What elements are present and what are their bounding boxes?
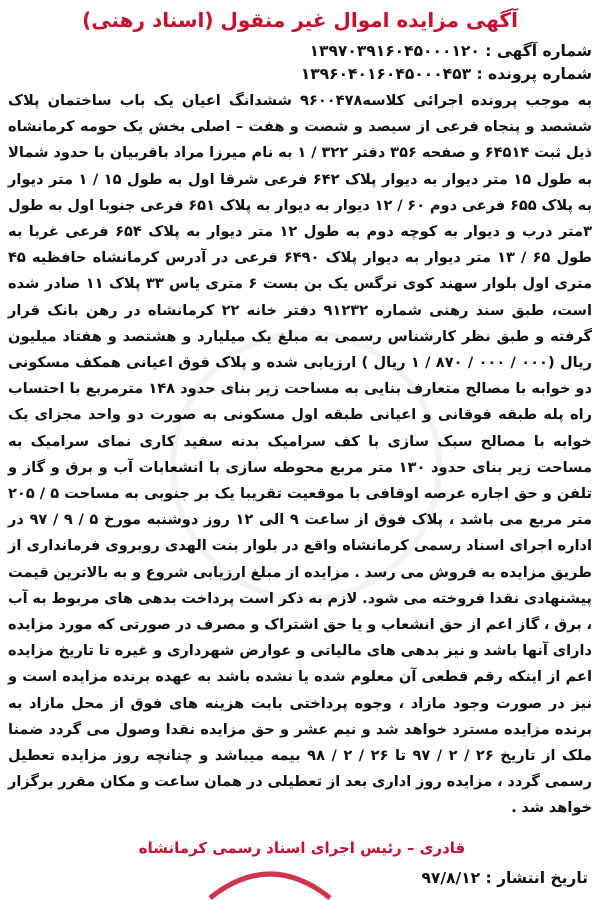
signature-line: قادری – رئیس اجرای اسناد رسمی کرمانشاه — [138, 839, 466, 857]
ad-number-value: ۱۳۹۷۰۳۹۱۶۰۴۵۰۰۰۱۲۰ — [309, 42, 480, 60]
publication-date-value: ۹۷/۸/۱۲ — [421, 869, 481, 887]
stamp-mark-icon — [200, 860, 340, 900]
ad-number-label: شماره آگهی : — [485, 42, 592, 60]
case-number-line — [8, 63, 592, 86]
publication-date-line — [421, 866, 588, 890]
publication-date-label: تاریخ انتشار : — [485, 869, 588, 887]
ad-number-line — [8, 40, 592, 63]
case-number-value: ۱۳۹۶۰۴۰۱۶۰۴۵۰۰۰۴۵۳ — [300, 65, 472, 83]
notice-body: به موجب پرونده اجرائی کلاسه۹۶۰۰۴۷۸ ششدانگ اعیان یک باب ساختمان پلاک ششصد و پنجاه فرعی از سیصد و شصت و هفت – اصلی بخش یک حومه کرمانشاه ذیل ثبت ۶۴۵۱۴ و صفحه ۳۵۶ دفتر ۳۲۲ / ۱ به نام میرزا مراد باقربیان با حدود شمالا به طول ۱۵ متر دیوار به دیوار پلاک ۶۴۲ فرعی شرقا اول به طول ۱۵ / ۱ متر دیوار به پلاک ۶۵۵ فرعی دوم ۶۰ / ۱۲ دیوار به دیوار به پلاک ۶۵۱ فرعی جنوبا اول به طول ۳متر درب و دیوار به کوچه دوم به طول ۱۲ متر دیوار به پلاک ۶۵۴ فرعی غربا به طول ۶۵ / ۱۳ متر دیوار به دیوار پلاک ۶۴۹۰ فرعی در آدرس کرمانشاه حافظیه ۴۵ متری اول بلوار سهند کوی نرگس یک بن بست ۶ متری یاس ۳۳ پلاک ۱۱ صادر شده است، طبق سند رهنی شماره ۹۱۲۳۲ دفتر خانه ۲۲ کرمانشاه در رهن بانک قرار گرفته و طبق نظر کارشناس رسمی به مبلغ یک میلیارد و هشتصد و هفتاد میلیون ریال (۰۰۰ / ۰۰۰ / ۸۷۰ / ۱ ریال ) ارزیابی شده و پلاک فوق اعیانی همکف مسکونی دو خوابه با مصالح متعارف بنایی به مساحت زیر بنای حدود ۱۴۸ مترمربع با احتساب راه پله طبقه فوقانی و اعیانی طبقه اول مسکونی به صورت دو واحد مجزای یک خوابه با مصالح سبک سازی با کف سرامیک بدنه سفید کاری نمای سرامیک به مساحت زیر بنای حدود ۱۳۰ متر مربع محوطه سازی با انشعابات آب و برق و گاز و تلفن و حق اجاره عرصه اوقافی با موقعیت تقریبا یک بر جنوبی به مساحت ۵ / ۲۰۵ متر مربع می باشد ، پلاک فوق از ساعت ۹ الی ۱۲ روز دوشنبه مورخ ۵ / ۹ / ۹۷ در اداره اجرای اسناد رسمی کرمانشاه واقع در بلوار بنت الهدی روبروی فرمانداری از طریق مزایده به فروش می رسد . مزایده از مبلغ ارزیابی شروع و به بالاترین قیمت پیشنهادی نقدا فروخته می شود. لازم به ذکر است پرداخت بدهی های مربوط به آب ، برق ، گاز اعم از حق انشعاب و یا حق اشتراک و مصرف در صورتی که مورد مزایده دارای آنها باشد و نیز بدهی های مالیاتی و عوارض شهرداری و غیره تا تاریخ مزایده اعم از اینکه رقم قطعی آن معلوم شده یا نشده باشد به عهده برنده مزایده است و نیز در صورت وجود مازاد ، وجوه پرداختی بابت هزینه های فوق از محل مازاد به برنده مزایده مسترد خواهد شد و نیم عشر و حق مزایده نقدا وصول می گردد ضمنا ملک از تاریخ ۲۶ / ۲ / ۹۷ تا ۲۶ / ۲ / ۹۸ بیمه میباشد و چنانچه روز مزایده تعطیل رسمی گردد ، مزایده روز اداری بعد از تعطیلی در همان ساعت و مکان مقرر برگزار خواهد شد . — [8, 92, 593, 817]
case-number-label: شماره پرونده : — [476, 65, 592, 83]
notice-title: آگهی مزایده اموال غیر منقول (اسناد رهنی) — [82, 8, 518, 32]
